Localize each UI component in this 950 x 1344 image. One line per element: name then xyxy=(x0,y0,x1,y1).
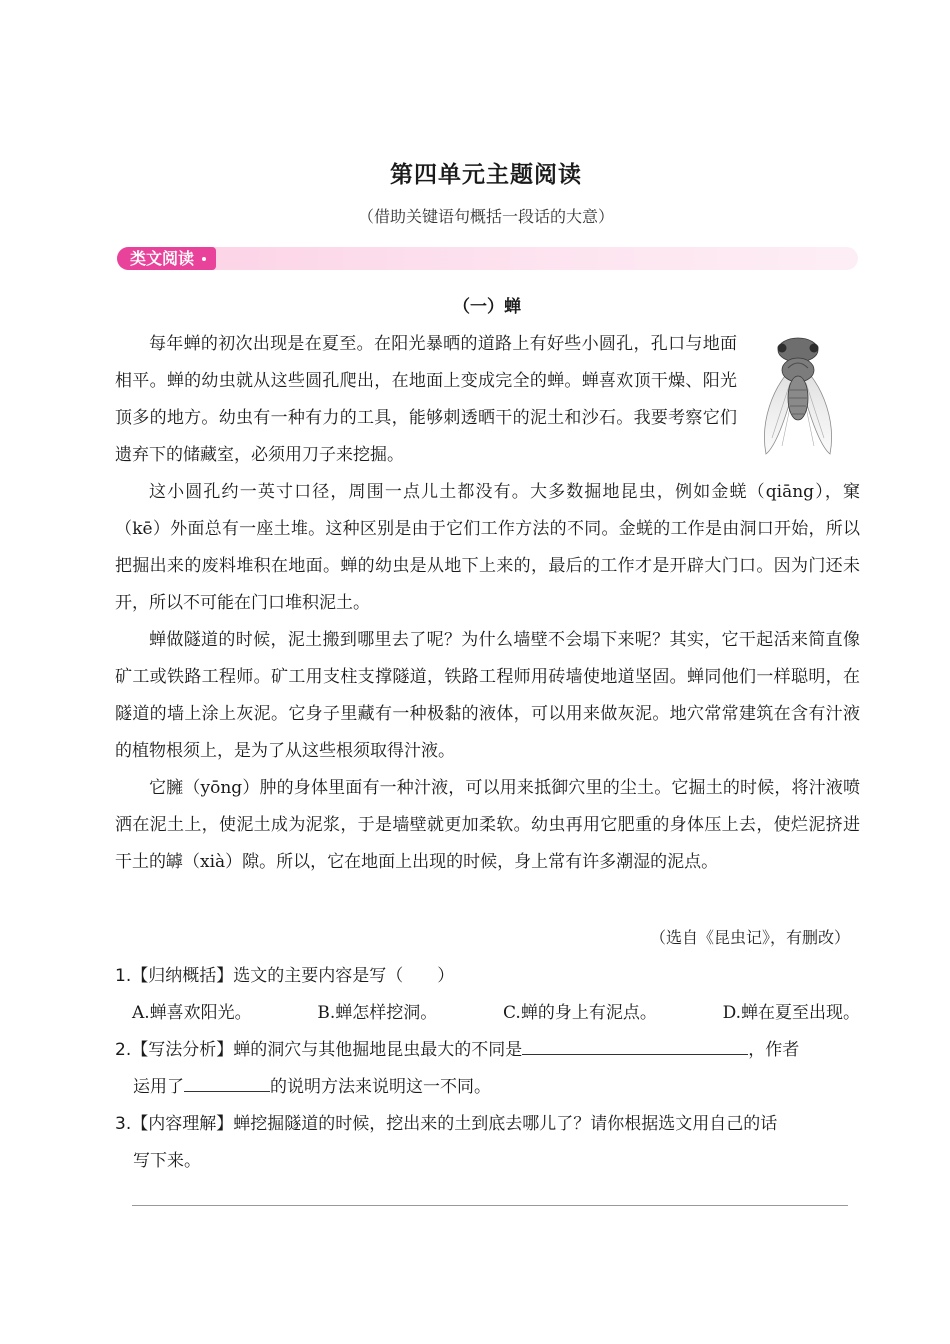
question-3-number: 3. xyxy=(115,1114,132,1134)
banner-label: 类文阅读 xyxy=(130,249,195,268)
question-2-text-a: 【写法分析】蝉的洞穴与其他掘地昆虫最大的不同是 xyxy=(131,1040,523,1060)
question-3-text-b: 写下来。 xyxy=(133,1151,201,1171)
question-2 xyxy=(115,1032,860,1106)
question-1-text: 【归纳概括】选文的主要内容是写（ ） xyxy=(131,966,455,986)
cicada-icon xyxy=(752,328,844,460)
answer-blank-difference[interactable] xyxy=(522,1034,748,1055)
article-paragraph-4: 它臃（yōng）肿的身体里面有一种汁液，可以用来抵御穴里的尘土。它掘土的时候，将汁液喷洒在泥土上，使泥土成为泥浆，于是墙壁就更加柔软。幼虫再用它肥重的身体压上去，使烂泥挤进干土的罅（xià）隙。所以，它在地面上出现的时候，身上常有许多潮湿的泥点。 xyxy=(115,778,860,872)
question-1 xyxy=(115,958,860,995)
article-title: （一）蝉 xyxy=(453,297,521,317)
option-b[interactable]: B.蝉怎样挖洞。 xyxy=(317,1003,438,1023)
question-1-options xyxy=(132,995,860,1032)
answer-blank-method[interactable] xyxy=(184,1071,270,1092)
article-paragraph-1: 每年蝉的初次出现是在夏至。在阳光暴晒的道路上有好些小圆孔，孔口与地面相平。蝉的幼虫就从这些圆孔爬出，在地面上变成完全的蝉。蝉喜欢顶干燥、阳光顶多的地方。幼虫有一种有力的工具，能够刺透晒干的泥土和沙石。我要考察它们遗弃下的储藏室，必须用刀子来挖掘。 xyxy=(115,334,737,465)
option-d[interactable]: D.蝉在夏至出现。 xyxy=(722,1003,860,1023)
banner-tag xyxy=(117,247,216,270)
question-2-text-d: 的说明方法来说明这一不同。 xyxy=(270,1077,491,1097)
article-paragraph-2: 这小圆孔约一英寸口径，周围一点儿土都没有。大多数掘地昆虫，例如金蜣（qiāng），窠（kē）外面总有一座土堆。这种区别是由于它们工作方法的不同。金蜣的工作是由洞口开始，所以把掘出来的废料堆积在地面。蝉的幼虫是从地下上来的，最后的工作才是开辟大门口。因为门还未开，所以不可能在门口堆积泥土。 xyxy=(115,482,860,613)
section-banner xyxy=(117,247,858,270)
option-c[interactable]: C.蝉的身上有泥点。 xyxy=(503,1003,657,1023)
question-1-number: 1. xyxy=(115,966,132,986)
banner-dot-icon xyxy=(202,257,206,261)
question-2-number: 2. xyxy=(115,1040,132,1060)
page-subtitle: （借助关键语句概括一段话的大意） xyxy=(357,207,614,226)
question-3 xyxy=(115,1106,860,1180)
answer-line-q3[interactable] xyxy=(132,1205,848,1206)
question-2-text-b: ，作者 xyxy=(748,1040,800,1060)
question-2-text-c: 运用了 xyxy=(133,1077,184,1097)
option-a[interactable]: A.蝉喜欢阳光。 xyxy=(132,1003,252,1023)
page-title: 第四单元主题阅读 xyxy=(390,162,582,188)
article-source: （选自《昆虫记》，有删改） xyxy=(649,928,850,947)
article-paragraph-3: 蝉做隧道的时候，泥土搬到哪里去了呢？为什么墙壁不会塌下来呢？其实，它干起活来简直像矿工或铁路工程师。矿工用支柱支撑隧道，铁路工程师用砖墙使地道坚固。蝉同他们一样聪明，在隧道的墙上涂上灰泥。它身子里藏有一种极黏的液体，可以用来做灰泥。地穴常常建筑在含有汁液的植物根须上，是为了从这些根须取得汁液。 xyxy=(115,630,860,761)
question-3-text-a: 【内容理解】蝉挖掘隧道的时候，挖出来的土到底去哪儿了？请你根据选文用自己的话 xyxy=(131,1114,778,1134)
